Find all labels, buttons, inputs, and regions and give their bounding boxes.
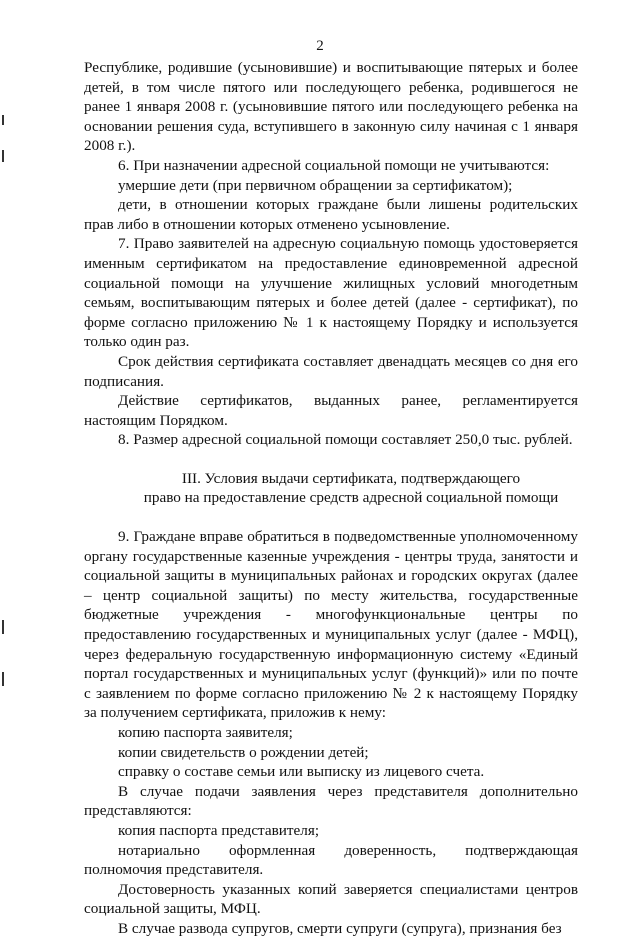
paragraph: 9. Граждане вправе обратиться в подведомственные уполномоченному органу государственные казенные учреждения - центры труда, занятости и социальной защиты в муниципальных районах и городских округах (далее – центр социальной защиты) по месту жительства, государственные бюджетные учреждения - многофункциональные центры по предоставлению государственных и муниципальных услуг (далее - МФЦ), через федеральную государственную информационную систему «Единый портал государственных и муниципальных услуг (функций)» или по почте с заявлением по форме согласно приложению № 2 к настоящему Порядку за получением сертификата, приложив к нему:	[84, 528, 578, 722]
paragraph: 6. При назначении адресной социальной помощи не учитываются:	[118, 156, 550, 174]
page-number: 2	[316, 38, 324, 54]
document-body	[84, 58, 578, 939]
list-item: копия паспорта представителя;	[118, 821, 320, 839]
paragraph: Республике, родившие (усыновившие) и воспитывающие пятерых и более детей, в том числе пятого или последующего ребенка, родившегося не ранее 1 января 2008 г. (усыновившие пятого или последующего ребенка на основании решения суда, вступившего в законную силу начиная с 1 января 2008 г.).	[84, 59, 578, 155]
paragraph: В случае развода супругов, смерти супруги (супруга), признания без	[118, 919, 562, 937]
scan-mark	[2, 672, 4, 686]
scan-mark	[2, 150, 4, 162]
section-heading-line1: III. Условия выдачи сертификата, подтверждающего	[181, 469, 521, 487]
section-heading-line2: право на предоставление средств адресной социальной помощи	[143, 489, 559, 507]
list-item: копии свидетельств о рождении детей;	[118, 743, 369, 761]
paragraph: Срок действия сертификата составляет двенадцать месяцев со дня его подписания.	[84, 352, 578, 390]
paragraph: 8. Размер адресной социальной помощи составляет 250,0 тыс. рублей.	[118, 431, 573, 449]
scan-mark	[2, 620, 4, 634]
paragraph: Достоверность указанных копий заверяется специалистами центров социальной защиты, МФЦ.	[84, 880, 578, 918]
paragraph: 7. Право заявителей на адресную социальную помощь удостоверяется именным сертификатом на предоставление единовременной адресной социальной помощи на улучшение жилищных условий многодетным семьям, воспитывающим пятерых и более детей (далее - сертификат), по форме согласно приложению № 1 к настоящему Порядку и используется только один раз.	[84, 235, 578, 351]
paragraph: дети, в отношении которых граждане были лишены родительских прав либо в отношении которых отменено усыновление.	[84, 196, 578, 233]
list-item: справку о составе семьи или выписку из лицевого счета.	[118, 763, 485, 781]
list-item: копию паспорта заявителя;	[118, 724, 293, 741]
scan-mark	[2, 115, 4, 125]
list-item: нотариально оформленная доверенность, подтверждающая полномочия представителя.	[84, 841, 578, 879]
paragraph: Действие сертификатов, выданных ранее, регламентируется настоящим Порядком.	[84, 392, 578, 429]
paragraph: В случае подачи заявления через представителя дополнительно представляются:	[84, 782, 578, 820]
paragraph: умершие дети (при первичном обращении за сертификатом);	[118, 176, 513, 194]
